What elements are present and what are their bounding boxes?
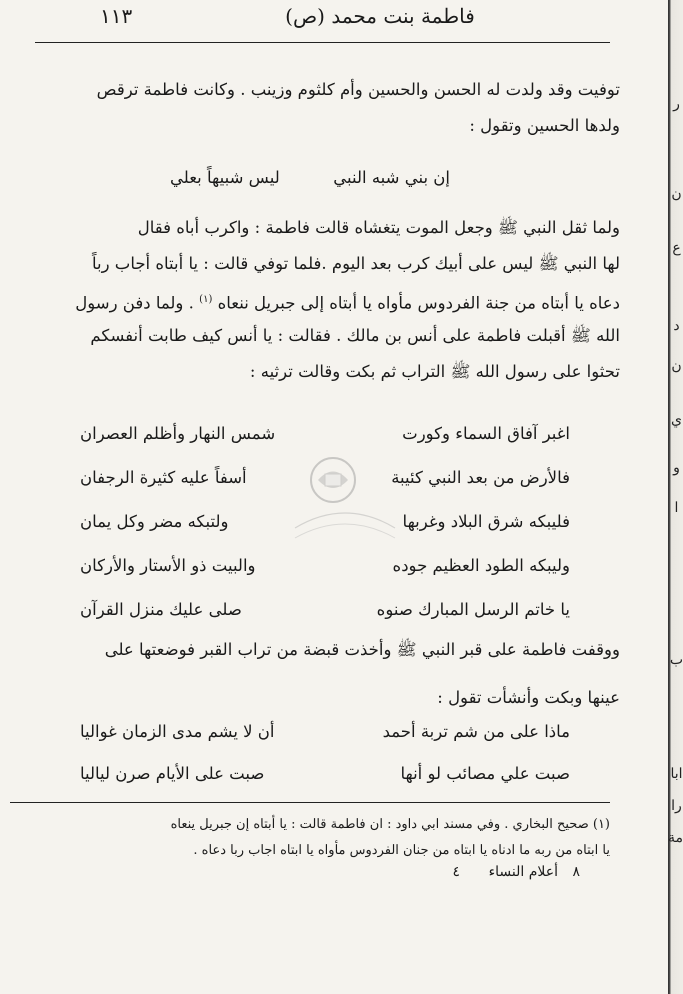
facing-page-fragment: ن [671,358,682,374]
signature-volume: ٤ [452,864,460,880]
paragraph-2 [20,210,620,390]
library-seal-watermark [285,458,405,578]
running-header [40,2,600,34]
running-title: فاطمة بنت محمد (ص) [285,4,475,28]
facing-page-fragment: ع [672,240,681,256]
verse-line [80,424,570,450]
verse-left-hemistich: ولتبكه مضر وكل يمان [80,512,229,531]
verse-left-hemistich: صبت على الأيام صرن لياليا [80,764,265,783]
footnote-marker: (١) [199,294,213,305]
text-fragment: دعاه يا أبتاه من جنة الفردوس مأواه يا أبتاه إلى جبريل ننعاه [217,293,620,313]
header-rule [35,42,610,43]
printer-signature [20,864,580,884]
text-line [20,282,620,318]
verse-right-hemistich: فليبكه شرق البلاد وغربها [402,512,570,531]
text-line: توفيت وقد ولدت له الحسن والحسين وأم كلثوم وزينب . وكانت فاطمة ترقص [96,80,620,99]
verse-right-hemistich: اغبر آفاق السماء وكورت [402,424,570,443]
footnote [10,812,610,864]
verse-left-hemistich: أسفاً عليه كثيرة الرجفان [80,468,247,487]
verse-left-hemistich: أن لا يشم مدى الزمان غواليا [80,722,275,741]
verse-right-hemistich: صبت علي مصائب لو أنها [400,764,570,783]
text-line: عينها وبكت وأنشأت تقول : [437,688,620,707]
couplet-1 [150,168,450,192]
footnote-line: (١) صحيح البخاري . وفي مسند ابي داود : ان فاطمة قالت : يا أبتاه إن جبريل ينعاه [170,817,610,832]
verse-left-hemistich: صلى عليك منزل القرآن [80,600,242,619]
couplet-right-hemistich: إن بني شبه النبي [333,168,450,187]
text-line: ولما ثقل النبي ﷺ وجعل الموت يتغشاه قالت فاطمة : واكرب أباه فقال [137,218,620,237]
facing-page-fragment: مة [667,830,683,846]
text-line: ووقفت فاطمة على قبر النبي ﷺ وأخذت قبضة من تراب القبر فوضعتها على [104,640,620,659]
paragraph-3 [20,632,620,716]
signature-number: ٨ [572,864,580,880]
verse-line [80,722,570,748]
facing-page-fragment: ن [671,186,682,202]
footnote-rule [10,802,610,803]
verse-left-hemistich: والبيت ذو الأستار والأركان [80,556,256,575]
text-line: تحثوا على رسول الله ﷺ التراب ثم بكت وقالت ترثيه : [249,362,620,381]
paragraph-1 [20,72,620,144]
text-line: الله ﷺ أقبلت فاطمة على أنس بن مالك . فقالت : يا أنس كيف طابت أنفسكم [90,326,620,345]
text-fragment: . ولما دفن رسول [75,293,194,313]
verse-line [80,764,570,790]
facing-page-fragment: ابا [670,766,683,782]
verse-right-hemistich: وليبكه الطود العظيم جوده [392,556,570,575]
facing-page-fragment: ي [671,412,682,428]
verse-right-hemistich: ماذا على من شم تربة أحمد [382,722,570,741]
footnote-line: يا ابتاه من ربه ما ادناه يا ابتاه من جنان الفردوس مأواه يا ابتاه اجاب ربا دعاه . [193,843,610,858]
facing-page-fragment: ب [669,652,683,668]
text-line: ولدها الحسين وتقول : [469,116,620,135]
verse-right-hemistich: فالأرض من بعد النبي كئيبة [391,468,570,487]
text-line: لها النبي ﷺ ليس على أبيك كرب بعد اليوم .فلما توفي قالت : يا أبتاه أجاب رباً [91,254,620,273]
verse-right-hemistich: يا خاتم الرسل المبارك صنوه [376,600,570,619]
verse-line [80,600,570,626]
signature-book-title: أعلام النساء [488,864,558,880]
facing-page-fragment: و [673,460,680,476]
couplet-left-hemistich: ليس شبيهاً بعلي [170,168,280,187]
page-number: ١١٣ [100,4,133,28]
facing-page-fragment: ا [674,500,679,516]
facing-page-fragment: د [673,318,680,334]
facing-page-fragment: ر [673,96,680,112]
verse-left-hemistich: شمس النهار وأظلم العصران [80,424,276,443]
facing-page-fragment: را [671,798,682,814]
